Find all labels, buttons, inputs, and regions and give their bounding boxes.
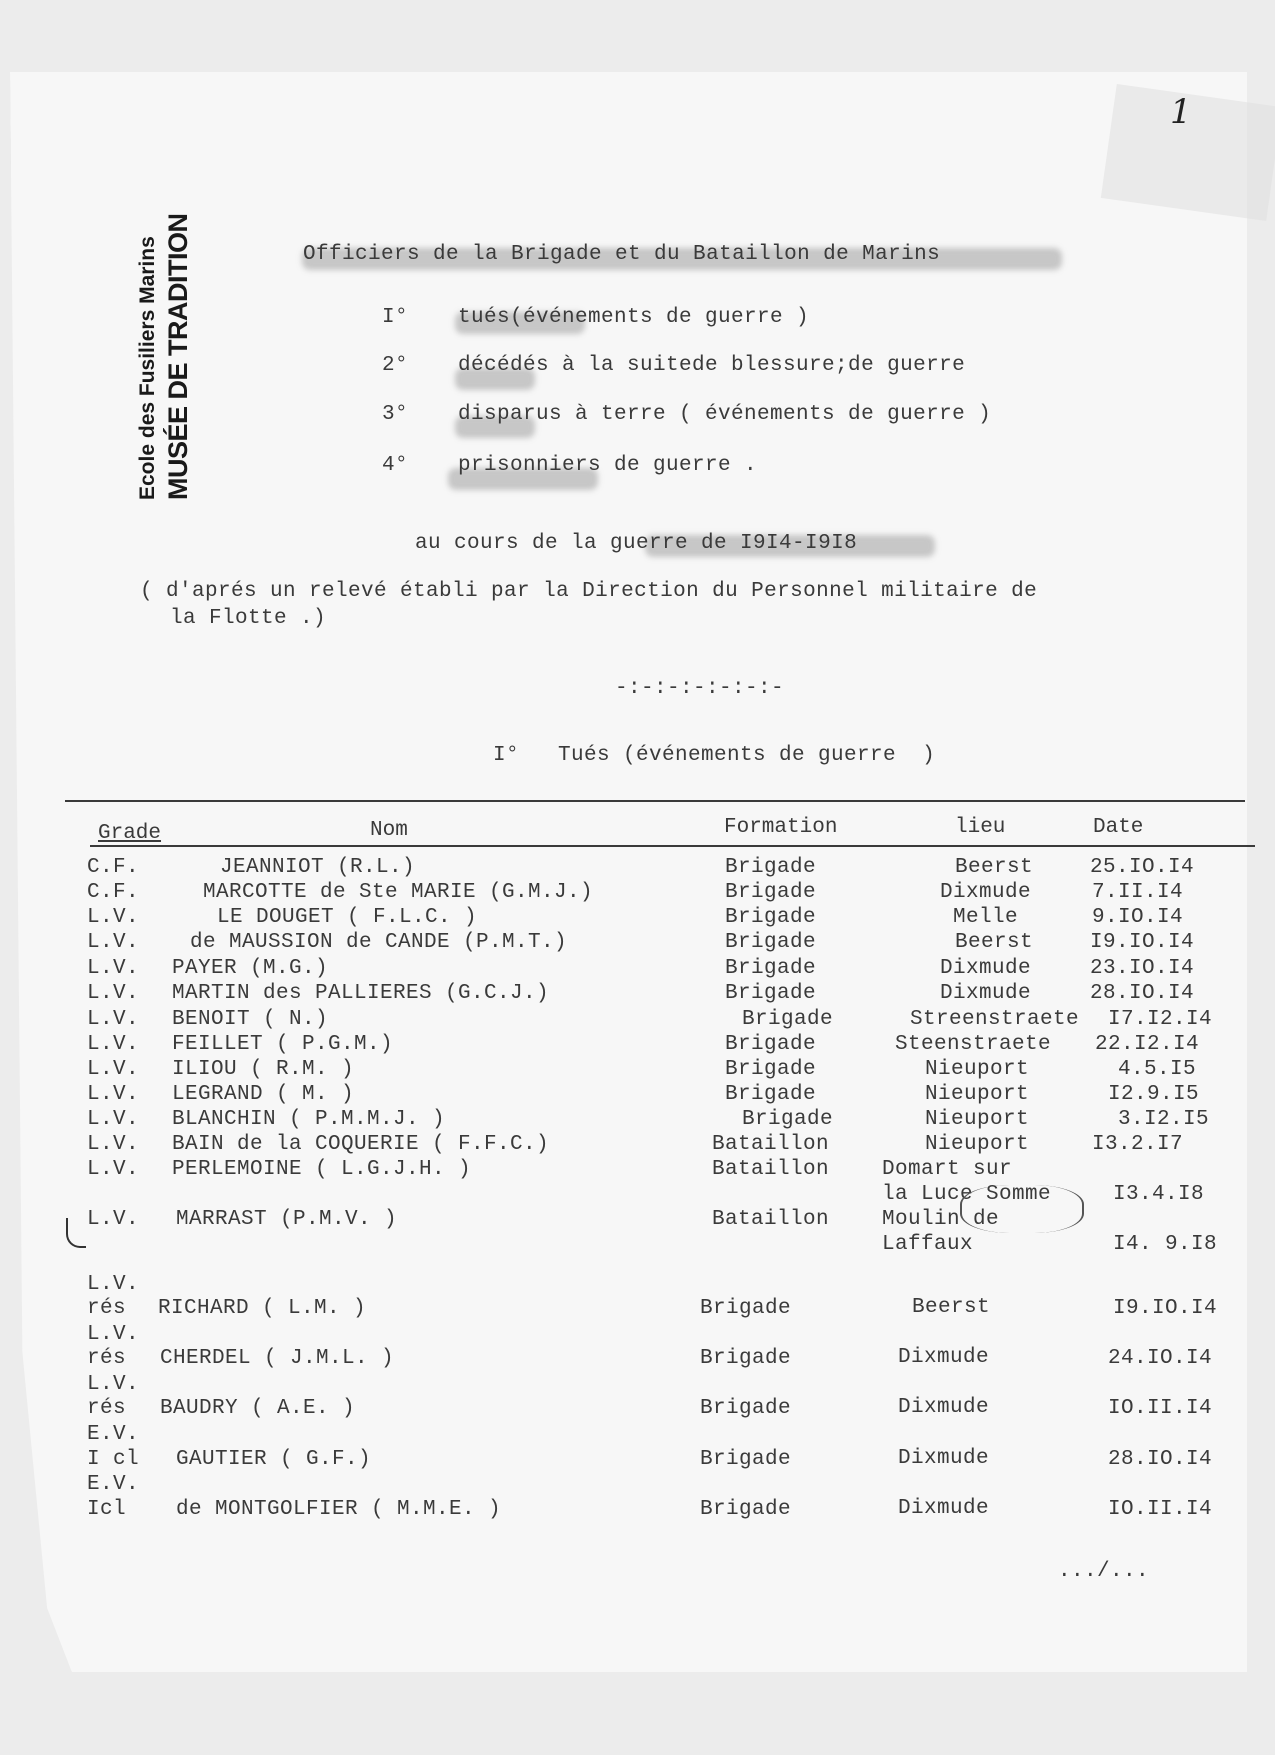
row-nom: BAUDRY ( A.E. ): [160, 1397, 356, 1420]
pencil-circle-mark: [960, 1185, 1084, 1233]
row-formation: Bataillon: [712, 1133, 830, 1156]
period-line: au cours de la guerre de I9I4-I9I8: [415, 532, 858, 555]
row-nom: CHERDEL ( J.M.L. ): [160, 1347, 395, 1370]
row-date: 28.IO.I4: [1108, 1448, 1213, 1471]
row-grade: L.V.: [87, 1273, 140, 1296]
row-date: 24.IO.I4: [1108, 1347, 1213, 1370]
row-lieu: Dixmude: [898, 1447, 990, 1470]
document-title: Officiers de la Brigade et du Bataillon de Marins: [303, 243, 941, 266]
row-date: I3.2.I7: [1092, 1133, 1184, 1156]
row-date: I9.IO.I4: [1090, 931, 1195, 954]
row-lieu: Beerst: [912, 1296, 991, 1319]
row-grade: C.F.: [87, 856, 140, 879]
row-nom: de MONTGOLFIER ( M.M.E. ): [176, 1498, 502, 1521]
category-1-text: tués(événements de guerre ): [458, 306, 810, 329]
row-nom: GAUTIER ( G.F.): [176, 1448, 372, 1471]
row-grade: L.V.: [87, 957, 140, 980]
row-grade: E.V.: [87, 1423, 140, 1446]
row-lieu: Nieuport: [925, 1133, 1030, 1156]
row-nom: MARTIN des PALLIERES (G.C.J.): [172, 982, 550, 1005]
table-top-rule: [65, 800, 1245, 802]
table-header-rule: [90, 845, 1255, 847]
row-formation: Bataillon: [712, 1208, 830, 1231]
row-lieu: Steenstraete: [895, 1033, 1052, 1056]
row-nom: LEGRAND ( M. ): [172, 1083, 355, 1106]
row-grade: E.V.: [87, 1473, 140, 1496]
row-formation: Brigade: [725, 856, 817, 879]
row-grade-suffix: I cl: [87, 1448, 140, 1471]
row-lieu: Dixmude: [898, 1497, 990, 1520]
row-date: I9.IO.I4: [1113, 1297, 1218, 1320]
row-grade: L.V.: [87, 1158, 140, 1181]
row-nom: de MAUSSION de CANDE (P.M.T.): [190, 931, 568, 954]
page-number: 1: [1170, 92, 1192, 132]
row-lieu: Nieuport: [925, 1058, 1030, 1081]
source-line-1: ( d'aprés un relevé établi par la Direction du Personnel militaire de: [140, 580, 1038, 603]
row-formation: Brigade: [700, 1448, 792, 1471]
row-date: IO.II.I4: [1108, 1498, 1213, 1521]
row-grade: L.V.: [87, 931, 140, 954]
row-nom: RICHARD ( L.M. ): [158, 1297, 367, 1320]
row-date: 25.IO.I4: [1090, 856, 1195, 879]
row-formation: Brigade: [742, 1108, 834, 1131]
row-date: 9.IO.I4: [1092, 906, 1184, 929]
row-formation: Brigade: [725, 906, 817, 929]
row-grade: L.V.: [87, 982, 140, 1005]
category-4-num: 4°: [382, 454, 409, 477]
category-3-num: 3°: [382, 403, 409, 426]
section-title: I° Tués (événements de guerre ): [493, 744, 936, 767]
row-date: 23.IO.I4: [1090, 957, 1195, 980]
row-lieu: Moulin de: [882, 1208, 1000, 1231]
row-lieu: Domart sur: [882, 1158, 1013, 1181]
row-nom: FEILLET ( P.G.M.): [172, 1033, 394, 1056]
row-lieu: Streenstraete: [910, 1008, 1080, 1031]
row-lieu: Nieuport: [925, 1108, 1030, 1131]
row-lieu-line2: Laffaux: [882, 1233, 974, 1256]
row-lieu: Dixmude: [898, 1346, 990, 1369]
row-date: I3.4.I8: [1113, 1183, 1205, 1206]
row-grade: C.F.: [87, 881, 140, 904]
continuation-mark: .../...: [1058, 1560, 1150, 1583]
row-lieu: Nieuport: [925, 1083, 1030, 1106]
row-nom: BLANCHIN ( P.M.M.J. ): [172, 1108, 446, 1131]
column-header-formation: Formation: [724, 816, 838, 839]
source-line-2: la Flotte .): [170, 607, 327, 630]
row-grade: L.V.: [87, 1208, 140, 1231]
separator: -:-:-:-:-:-:-: [615, 677, 785, 700]
row-grade: L.V.: [87, 1008, 140, 1031]
column-header-nom: Nom: [370, 819, 408, 842]
category-1-num: I°: [382, 306, 409, 329]
row-lieu: Melle: [953, 906, 1019, 929]
row-formation: Brigade: [725, 881, 817, 904]
row-date: 28.IO.I4: [1090, 982, 1195, 1005]
row-formation: Brigade: [725, 1033, 817, 1056]
row-grade: L.V.: [87, 906, 140, 929]
row-grade: L.V.: [87, 1083, 140, 1106]
row-date: 3.I2.I5: [1118, 1108, 1210, 1131]
row-date: I2.9.I5: [1108, 1083, 1200, 1106]
row-lieu: Dixmude: [940, 957, 1032, 980]
category-2-num: 2°: [382, 354, 409, 377]
row-formation: Brigade: [725, 931, 817, 954]
stamp-museum: MUSÉE DE TRADITION: [163, 213, 193, 500]
row-lieu: Dixmude: [898, 1396, 990, 1419]
row-grade: L.V.: [87, 1108, 140, 1131]
row-formation: Brigade: [700, 1297, 792, 1320]
category-2-text: décédés à la suitede blessure;de guerre: [458, 354, 966, 377]
stamp-school: Ecole des Fusiliers Marins: [136, 236, 159, 500]
column-header-lieu: lieu: [955, 816, 1006, 839]
row-grade: L.V.: [87, 1033, 140, 1056]
category-4-text: prisonniers de guerre .: [458, 454, 758, 477]
row-date: I7.I2.I4: [1108, 1008, 1213, 1031]
row-date: I4. 9.I8: [1113, 1233, 1218, 1256]
row-formation: Brigade: [725, 1083, 817, 1106]
row-grade: L.V.: [87, 1323, 140, 1346]
row-formation: Brigade: [725, 982, 817, 1005]
row-date: 7.II.I4: [1092, 881, 1184, 904]
row-grade: L.V.: [87, 1373, 140, 1396]
row-grade-suffix: Icl: [87, 1498, 127, 1521]
row-lieu: Dixmude: [940, 881, 1032, 904]
row-nom: LE DOUGET ( F.L.C. ): [217, 906, 478, 929]
pencil-bracket-mark: [66, 1218, 86, 1248]
category-3-text: disparus à terre ( événements de guerre ): [458, 403, 992, 426]
column-header-date: Date: [1093, 816, 1144, 839]
row-nom: PERLEMOINE ( L.G.J.H. ): [172, 1158, 472, 1181]
row-nom: BENOIT ( N.): [172, 1008, 329, 1031]
row-lieu: Beerst: [955, 856, 1034, 879]
row-formation: Brigade: [700, 1347, 792, 1370]
museum-stamp: [133, 213, 193, 500]
row-formation: Bataillon: [712, 1158, 830, 1181]
row-nom: MARCOTTE de Ste MARIE (G.M.J.): [203, 881, 594, 904]
row-lieu-line2: la Luce Somme: [882, 1183, 1052, 1206]
row-nom: PAYER (M.G.): [172, 957, 329, 980]
row-formation: Brigade: [725, 1058, 817, 1081]
row-grade-suffix: rés: [87, 1297, 127, 1320]
column-header-grade: Grade: [98, 822, 162, 845]
row-lieu: Beerst: [955, 931, 1034, 954]
row-date: 4.5.I5: [1118, 1058, 1197, 1081]
row-grade-suffix: rés: [87, 1397, 127, 1420]
row-lieu: Dixmude: [940, 982, 1032, 1005]
row-nom: ILIOU ( R.M. ): [172, 1058, 355, 1081]
row-nom: BAIN de la COQUERIE ( F.F.C.): [172, 1133, 550, 1156]
row-date: IO.II.I4: [1108, 1397, 1213, 1420]
row-grade: L.V.: [87, 1133, 140, 1156]
row-formation: Brigade: [725, 957, 817, 980]
row-nom: JEANNIOT (R.L.): [220, 856, 416, 879]
row-formation: Brigade: [742, 1008, 834, 1031]
row-grade-suffix: rés: [87, 1347, 127, 1370]
row-date: 22.I2.I4: [1095, 1033, 1200, 1056]
row-formation: Brigade: [700, 1397, 792, 1420]
row-formation: Brigade: [700, 1498, 792, 1521]
row-nom: MARRAST (P.M.V. ): [176, 1208, 398, 1231]
row-grade: L.V.: [87, 1058, 140, 1081]
